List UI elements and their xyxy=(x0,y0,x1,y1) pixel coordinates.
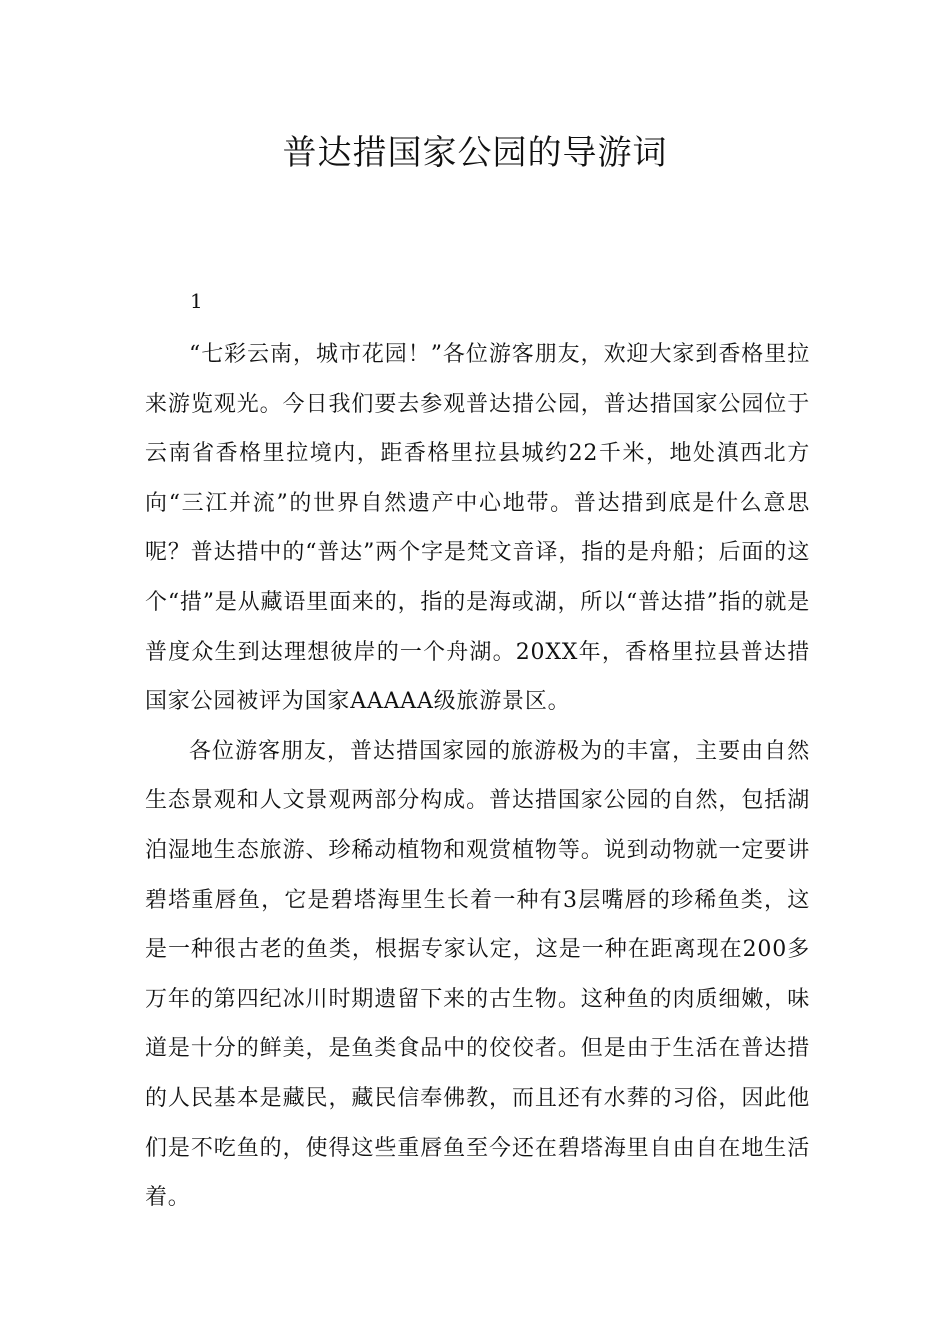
section-number: 1 xyxy=(190,289,203,313)
paragraph-intro: “七彩云南，城市花园！”各位游客朋友，欢迎大家到香格里拉来游览观光。今日我们要去参观普达措公园，普达措国家公园位于云南省香格里拉境内，距香格里拉县城约22千米，地处滇西北方向“三江并流”的世界自然遗产中心地带。普达措到底是什么意思呢？普达措中的“普达”两个字是梵文音译，指的是舟船；后面的这个“措”是从藏语里面来的，指的是海或湖，所以“普达措”指的就是普度众生到达理想彼岸的一个舟湖。20XX年，香格里拉县普达措国家公园被评为国家AAAAA级旅游景区。 xyxy=(145,342,810,715)
document-body xyxy=(145,330,810,1223)
document-title: 普达措国家公园的导游词 xyxy=(282,133,668,173)
paragraph-scenery: 各位游客朋友，普达措国家园的旅游极为的丰富，主要由自然生态景观和人文景观两部分构成。普达措国家公园的自然，包括湖泊湿地生态旅游、珍稀动植物和观赏植物等。说到动物就一定要讲碧塔重唇鱼，它是碧塔海里生长着一种有3层嘴唇的珍稀鱼类，这是一种很古老的鱼类，根据专家认定，这是一种在距离现在200多万年的第四纪冰川时期遗留下来的古生物。这种鱼的肉质细嫩，味道是十分的鲜美，是鱼类食品中的佼佼者。但是由于生活在普达措的人民基本是藏民，藏民信奉佛教，而且还有水葬的习俗，因此他们是不吃鱼的，使得这些重唇鱼至今还在碧塔海里自由自在地生活着。 xyxy=(145,738,810,1211)
